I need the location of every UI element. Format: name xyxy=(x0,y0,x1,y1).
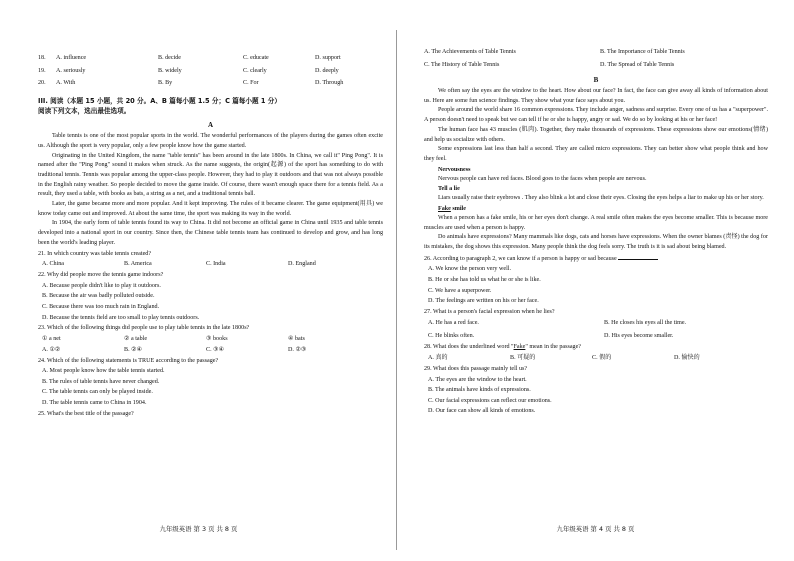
passage-paragraph: People around the world share 16 common expressions. They include anger, sadness and surprise. Every one of us has a "superpower". A person doesn't need to speak but we can tell if he or she is happy, angry or sad. We do so by looking at his or her face! xyxy=(424,107,768,124)
question-23-items xyxy=(38,334,383,345)
option[interactable]: C. The History of Table Tennis xyxy=(424,61,500,68)
question-24: 24. Which of the following statements is TRUE according to the passage? xyxy=(38,357,219,364)
section-heading: III. 阅读（本题 15 小题，共 20 分。A、B 篇每小题 1.5 分；C 篇每小题 1 分） xyxy=(38,97,281,106)
option[interactable]: B. The Importance of Table Tennis xyxy=(600,49,685,55)
option[interactable]: B. Because the air was badly polluted outside. xyxy=(42,293,155,300)
item: ② a table xyxy=(124,335,148,342)
option[interactable]: D. Our face can show all kinds of emotions. xyxy=(428,408,536,415)
question-22: 22. Why did people move the tennis game indoors? xyxy=(38,272,164,279)
cloze-options xyxy=(38,52,383,90)
option[interactable]: B. ②④ xyxy=(124,346,143,353)
question-21-options xyxy=(38,259,383,270)
passage-paragraph: Liars usually raise their eyebrows . They also blink a lot and close their eyes. Closing the eyes helps a liar to make up his or her story. xyxy=(438,195,764,202)
option[interactable]: A. ①② xyxy=(42,346,61,353)
option[interactable]: A. The eyes are the window to the heart. xyxy=(428,376,527,383)
subheading-fake-smile: Fake smile xyxy=(438,206,466,213)
passage-paragraph: We often say the eyes are the window to the heart. How about our face? In fact, the face can give away all kinds of information about us. Here are some fun science findings. They show what your face says about you. xyxy=(424,88,768,104)
passage-paragraph: Originating in the United Kingdom, the name "table tennis" has been around in the late 1800s. In China, we call it" Ping Pong". It is named after the "Ping Pong" sound it makes when struck. As the name suggests, the origin(起源) of the sport has something to do with traditional tennis. Tennis was popular among the upper-class people. However, they had to play it outdoors and that was not always possible in the English rainy weather. So people decided to move the game inside. Of course, there wasn't enough space there for a tennis field. As a result, they used a table, with books as bats, a string as a net, and a traditional tennis ball. xyxy=(38,152,383,198)
option[interactable]: C. The table tennis can only be played inside. xyxy=(42,389,153,396)
passage-title: B xyxy=(593,76,599,84)
option[interactable]: C. 假的 xyxy=(592,355,612,361)
question-28: 28. What does the underlined word "Fake" mean in the passage? xyxy=(424,344,582,351)
option[interactable]: D. 愉快的 xyxy=(674,355,700,361)
option[interactable]: D. The Spread of Table Tennis xyxy=(600,61,675,68)
question-28-options xyxy=(424,353,768,364)
option[interactable]: D. England xyxy=(288,261,316,268)
option[interactable]: B. He or she has told us what he or she is like. xyxy=(428,277,541,284)
option[interactable]: C. Because there was too much rain in England. xyxy=(42,303,160,310)
question-25-options xyxy=(424,59,768,72)
answer-blank[interactable] xyxy=(618,253,658,260)
option[interactable]: B. The animals have kinds of expressions. xyxy=(428,387,531,394)
question-23-options xyxy=(38,345,383,356)
question-29: 29. What does this passage mainly tell us? xyxy=(424,366,528,372)
passage-paragraph: When a person has a fake smile, his or her eyes don't change. A real smile often makes the eyes become smaller. This is because more muscles are used when a person is happy. xyxy=(424,215,768,231)
cloze-row: 20. A. With B. By C. For D. Through xyxy=(38,80,344,87)
right-page xyxy=(397,0,794,561)
option[interactable]: C. He blinks often. xyxy=(428,332,475,339)
question-27-options xyxy=(424,330,768,343)
option[interactable]: D. His eyes become smaller. xyxy=(604,332,674,339)
question-21: 21. In which country was table tennis created? xyxy=(38,250,152,257)
question-25: 25. What's the best title of the passage? xyxy=(38,410,134,417)
passage-paragraph: The human face has 43 muscles (肌肉). Together, they make thousands of expressions. These expressions show our emotions(情绪) and help us socialize with others. xyxy=(424,126,768,143)
option[interactable]: B. He closes his eyes all the time. xyxy=(604,320,687,327)
cloze-row: 19. A. seriously B. widely C. clearly D. deeply xyxy=(38,67,339,74)
option[interactable]: D. The table tennis came to China in 1904. xyxy=(42,400,147,407)
passage-paragraph: In 1904, the early form of table tennis found its way to China. It did not become an official game in China until 1935 and table tennis developed into a national sport in our country. Since then, the Chinese table tennis team has continued to develop and grow, and has long been the world's leading player. xyxy=(38,220,383,246)
option[interactable]: A. He has a red face. xyxy=(428,320,479,327)
option[interactable]: A. The Achievements of Table Tennis xyxy=(424,49,516,55)
option[interactable]: D. Because the tennis field are too small to play tennis outdoors. xyxy=(42,314,200,321)
page-footer: 九年级英语 第 4 页 共 8 页 xyxy=(556,525,635,533)
option[interactable]: C. Our facial expressions can reflect our emotions. xyxy=(428,397,552,404)
option[interactable]: C. We have a superpower. xyxy=(428,287,492,294)
passage-title: A xyxy=(207,121,214,130)
item: ① a net xyxy=(42,335,61,342)
cloze-row: 18. A. influence B. decide C. educate D. support xyxy=(38,55,341,61)
subheading-lie: Tell a lie xyxy=(438,186,460,193)
subheading-nervousness: Nervousness xyxy=(438,166,471,173)
option[interactable]: A. China xyxy=(42,261,65,268)
question-27: 27. What is a person's facial expression when he lies? xyxy=(424,308,555,315)
question-25-options xyxy=(424,46,768,59)
item: ④ bats xyxy=(288,335,305,342)
question-27-options xyxy=(424,317,768,330)
passage-paragraph: Do animals have expressions? Many mammals like dogs, cats and horses have expressions. When the owner blames (责怪) the dog for its mistakes, the dog shows this expression. Many people think the dog feels sorry. The truth is it is sad about being blamed. xyxy=(424,234,768,251)
item: ③ books xyxy=(206,335,228,342)
option[interactable]: C. India xyxy=(206,261,226,268)
option[interactable]: B. America xyxy=(124,261,152,268)
passage-paragraph: Some expressions last less than half a second. They are called micro expressions. They can better show what people think and how they feel. xyxy=(424,146,768,162)
option[interactable]: C. ③④ xyxy=(206,346,225,353)
passage-paragraph: Nervous people can have red faces. Blood goes to the faces when people are nervous. xyxy=(438,175,647,182)
option[interactable]: B. 可疑的 xyxy=(510,355,536,361)
section-instruction: 阅读下列文本，选出最佳选项。 xyxy=(38,107,131,116)
option[interactable]: A. Because people didn't like to play it outdoors. xyxy=(42,282,161,289)
option[interactable]: B. The rules of table tennis have never changed. xyxy=(42,378,160,385)
question-26: 26. According to paragraph 2, we can know if a person is happy or sad because xyxy=(424,253,768,265)
page-footer: 九年级英语 第 3 页 共 8 页 xyxy=(159,525,238,533)
option[interactable]: A. We know the person very well. xyxy=(428,266,511,273)
option[interactable]: D. ②③ xyxy=(288,346,307,353)
question-23: 23. Which of the following things did people use to play table tennis in the late 1800s? xyxy=(38,325,250,332)
passage-paragraph: Later, the game became more and more popular. And it kept improving. The rules of it became clearer. The game equipment(用具) we know today came out and improved. At about the same time, the sport was making its way in the world. xyxy=(38,201,383,217)
passage-paragraph: Table tennis is one of the most popular sports in the world. The wonderful performances of the players during the games often excite us. Although the sport is very popular, only a few people know how the game started. xyxy=(38,133,383,149)
option[interactable]: A. 真的 xyxy=(428,355,448,361)
option[interactable]: A. Most people know how the table tennis started. xyxy=(42,368,165,375)
option[interactable]: D. The feelings are written on his or her face. xyxy=(428,298,539,305)
